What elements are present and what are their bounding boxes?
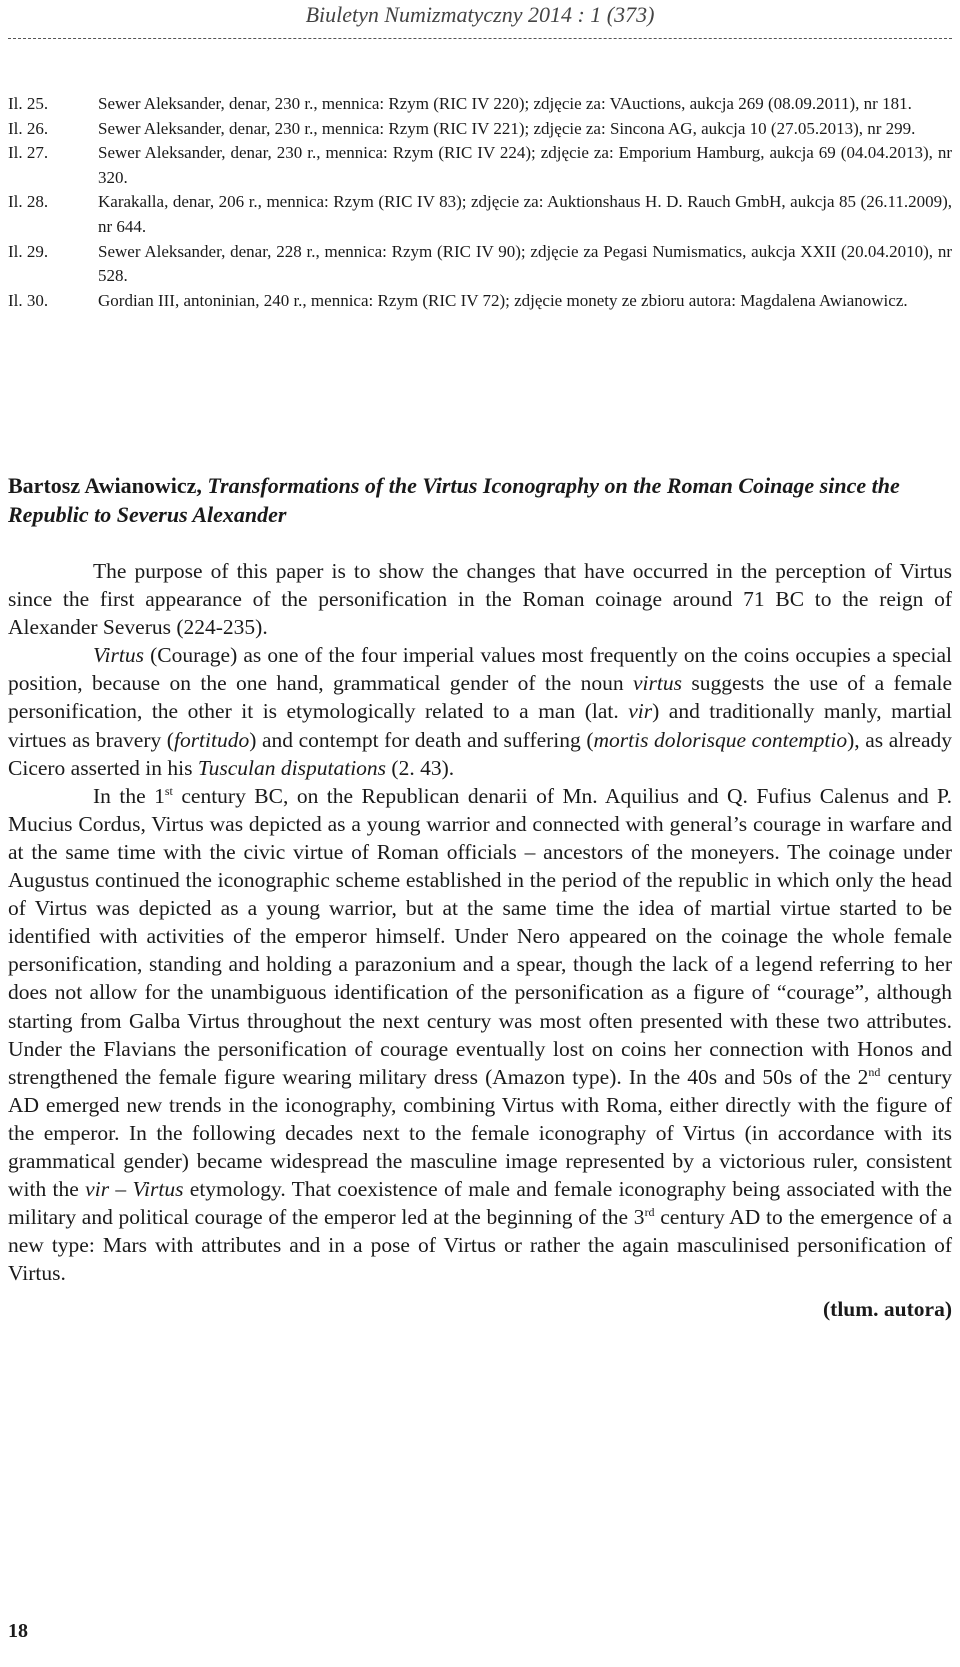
italic-term: vir – Virtus [85, 1177, 184, 1202]
caption-number: Il. 25. [8, 94, 49, 113]
italic-term: fortitudo [173, 727, 250, 752]
paragraph-text: ) and traditionally manly, martial virtues as bravery ( [8, 699, 952, 752]
caption-text: Sewer Aleksander, denar, 230 r., mennica: Rzym (RIC IV 221); zdjęcie za: Sincona AG, aukcja 10 (27.05.2013), nr 299. [98, 118, 916, 138]
caption-text: Sewer Aleksander, denar, 228 r., mennica: Rzym (RIC IV 90); zdjęcie za Pegasi Numismatics, aukcja XXII (20.04.2010), nr 528. [98, 241, 952, 286]
journal-title: Biuletyn Numizmatyczny 2014 : 1 (373) [305, 2, 655, 27]
caption-text: Sewer Aleksander, denar, 230 r., mennica: Rzym (RIC IV 220); zdjęcie za: VAuctions, aukcja 269 (08.09.2011), nr 181. [98, 94, 912, 113]
caption-item [8, 117, 952, 142]
caption-item [8, 190, 952, 239]
paragraph-text: (Courage) as one of the four imperial values most frequently on the coins occupies a special position, because on the one hand, grammatical gender of the noun [8, 643, 952, 696]
paragraph-text: (2. 43). [386, 755, 455, 780]
italic-term: Tusculan disputations [197, 755, 387, 780]
abstract-title: Transformations of the Virtus Iconography on the Roman Coinage since the Republic to Severus Alexander [8, 473, 900, 527]
caption-item [8, 240, 952, 289]
caption-item [8, 141, 952, 190]
caption-number: Il. 26. [8, 118, 49, 138]
paragraph-text: suggests the use of a female personification, the other it is etymologically related to a man (lat. [8, 671, 953, 724]
page-number: 18 [8, 1620, 28, 1642]
translator-note: (tlum. autora) [823, 1297, 952, 1322]
paragraph-text: century AD emerged new trends in the iconography, combining Virtus with Roma, either directly with the figure of the emperor. In the following decades next to the female iconography of Virtus (in accordance with its grammatical gender) became widespread the masculine image represented by a victorious ruler, consistent with the [8, 1064, 952, 1202]
ordinal-superscript: st [164, 783, 173, 798]
italic-term: mortis dolorisque contemptio [593, 727, 848, 752]
caption-text: Gordian III, antoninian, 240 r., mennica: Rzym (RIC IV 72); zdjęcie monety ze zbioru autora: Magdalena Awianowicz. [98, 290, 908, 310]
abstract-author: Bartosz Awianowicz, [8, 473, 202, 498]
italic-term: vir [628, 699, 653, 724]
ordinal-superscript: nd [868, 1064, 881, 1079]
illustration-captions [8, 92, 952, 313]
running-header [0, 0, 960, 60]
caption-number: Il. 29. [8, 241, 49, 261]
abstract-paragraph: The purpose of this paper is to show the changes that have occurred in the perception of Virtus since the first appearance of the personification in the Roman coinage around 71 BC to the reign of Alexander Severus (224-235). [8, 559, 952, 640]
caption-number: Il. 27. [8, 143, 49, 163]
paragraph-text: In the 1 [93, 783, 165, 808]
caption-item [8, 92, 952, 117]
abstract-paragraph [8, 782, 952, 1288]
abstract-paragraph [8, 641, 952, 781]
paragraph-text: ), as already Cicero asserted in his [8, 727, 952, 780]
paragraph-text: century BC, on the Republican denarii of Mn. Aquilius and Q. Fufius Calenus and P. Mucius Cordus, Virtus was depicted as a young warrior and connected with general’s courage in warfare and at the same time with the civic virtue of Roman officials – ancestors of the moneyers. The coinage under Augustus continued the iconographic scheme established in the period of the republic in which only the head of Virtus was depicted as a young warrior, but at the same time the idea of martial virtue started to be identified with activities of the emperor himself. Under Nero appeared on the coinage the whole female personification, standing and holding a parazonium and a spear, though the lack of a legend referring to her does not allow for the unambiguous identification of the personification as a figure of “courage”, although starting from Galba Virtus throughout the next century was most often presented with these two attributes. Under the Flavians the personification of courage eventually lost on coins her connection with Honos and strengthened the female figure wearing military dress (Amazon type). In the 40s and 50s of the 2 [8, 783, 952, 1089]
paragraph-text: ) and contempt for death and suffering ( [249, 727, 594, 752]
caption-number: Il. 28. [8, 192, 49, 212]
caption-text: Karakalla, denar, 206 r., mennica: Rzym (RIC IV 83); zdjęcie za: Auktionshaus H. D. Rauch GmbH, aukcja 85 (26.11.2009), nr 644. [98, 192, 952, 236]
paragraph-text: etymology. That coexistence of male and female iconography being associated with the military and political courage of the emperor led at the beginning of the 3 [8, 1177, 952, 1230]
abstract-body [8, 557, 952, 1287]
italic-term: virtus [633, 671, 682, 696]
english-abstract [8, 472, 952, 1323]
ordinal-superscript: rd [644, 1205, 655, 1220]
caption-item [8, 289, 952, 314]
italic-term: Virtus [93, 643, 144, 668]
caption-number: Il. 30. [8, 290, 49, 310]
paragraph-text: century AD to the emergence of a new type: Mars with attributes and in a pose of Virtus or rather the again masculinised personification of Virtus. [8, 1205, 952, 1286]
caption-text: Sewer Aleksander, denar, 230 r., mennica: Rzym (RIC IV 224); zdjęcie za: Emporium Hamburg, aukcja 69 (04.04.2013), nr 320. [98, 143, 952, 187]
abstract-heading [8, 472, 952, 529]
header-divider [8, 38, 952, 39]
